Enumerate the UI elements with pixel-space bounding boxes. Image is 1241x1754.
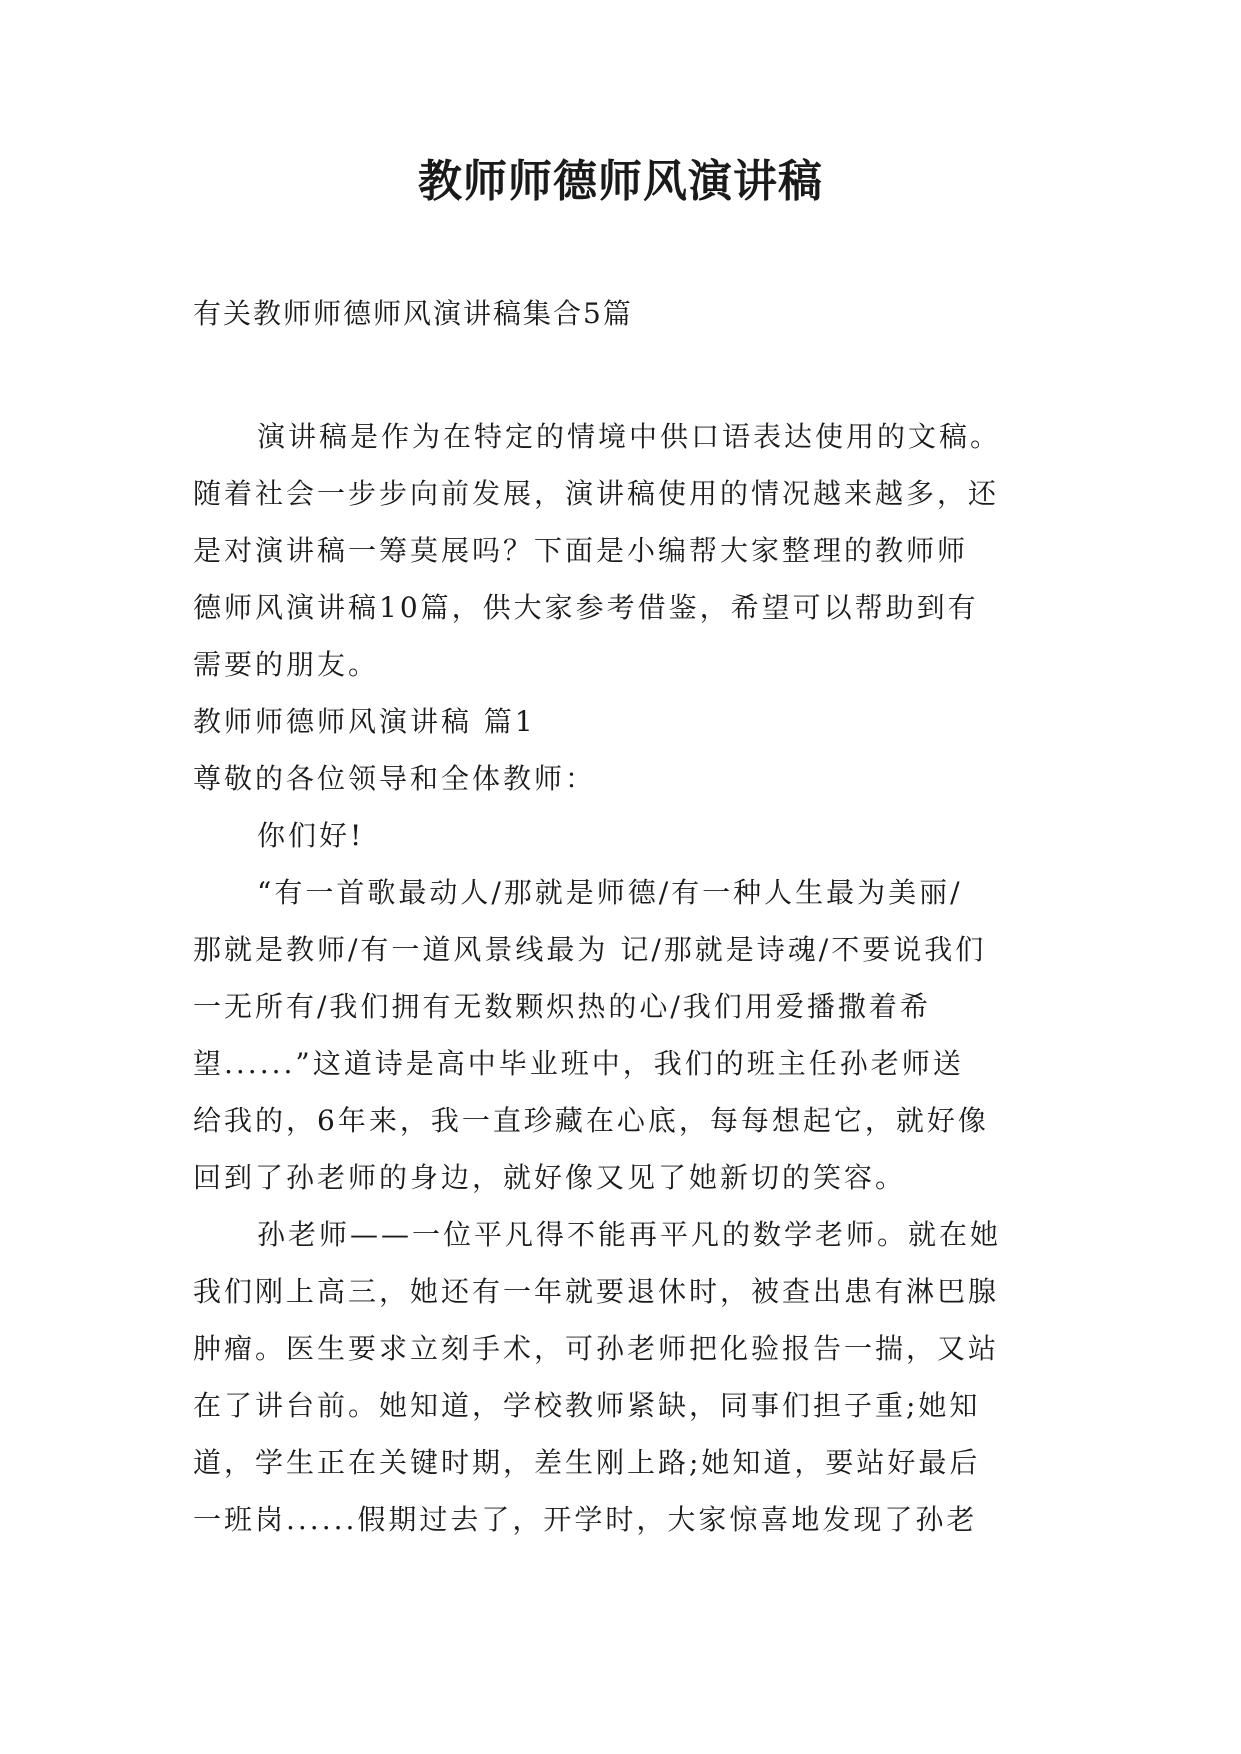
paragraph-line: 那就是教师/有一道风景线最为 记/那就是诗魂/不要说我们 — [193, 933, 987, 966]
paragraph-line: 一班岗......假期过去了，开学时，大家惊喜地发现了孙老 — [193, 1503, 978, 1536]
document-body — [193, 408, 1053, 1548]
paragraph-line: 肿瘤。医生要求立刻手术，可孙老师把化验报告一揣，又站 — [193, 1332, 1000, 1365]
paragraph-line: 一无所有/我们拥有无数颗炽热的心/我们用爱播撒着希 — [193, 990, 931, 1023]
paragraph-line: 回到了孙老师的身边，就好像又见了她新切的笑容。 — [193, 1161, 907, 1194]
paragraph-line: 孙老师——一位平凡得不能再平凡的数学老师。就在她 — [257, 1218, 1002, 1251]
document-subtitle: 有关教师师德师风演讲稿集合5篇 — [193, 297, 633, 330]
paragraph-line: 是对演讲稿一筹莫展吗？下面是小编帮大家整理的教师师 — [193, 534, 969, 567]
paragraph-line: “有一首歌最动人/那就是师德/有一种人生最为美丽/ — [257, 876, 963, 909]
salutation: 尊敬的各位领导和全体教师： — [193, 762, 597, 795]
paragraph-line: 需要的朋友。 — [193, 648, 380, 681]
section-heading: 教师师德师风演讲稿 篇1 — [193, 705, 536, 738]
paragraph-line: 望......”这道诗是高中毕业班中，我们的班主任孙老师送 — [193, 1047, 964, 1080]
document-title: 教师师德师风演讲稿 — [418, 156, 823, 207]
paragraph-line: 在了讲台前。她知道，学校教师紧缺，同事们担子重;她知 — [193, 1389, 981, 1422]
paragraph-line: 德师风演讲稿10篇，供大家参考借鉴，希望可以帮助到有 — [193, 591, 979, 624]
greeting: 你们好! — [257, 819, 365, 852]
paragraph-line: 演讲稿是作为在特定的情境中供口语表达使用的文稿。 — [257, 420, 1002, 453]
paragraph-line: 随着社会一步步向前发展，演讲稿使用的情况越来越多，还 — [193, 477, 1000, 510]
paragraph-line: 给我的，6年来，我一直珍藏在心底，每每想起它，就好像 — [193, 1104, 989, 1137]
paragraph-line: 我们刚上高三，她还有一年就要退休时，被查出患有淋巴腺 — [193, 1275, 1000, 1308]
paragraph-line: 道，学生正在关键时期，差生刚上路;她知道，要站好最后 — [193, 1446, 981, 1479]
